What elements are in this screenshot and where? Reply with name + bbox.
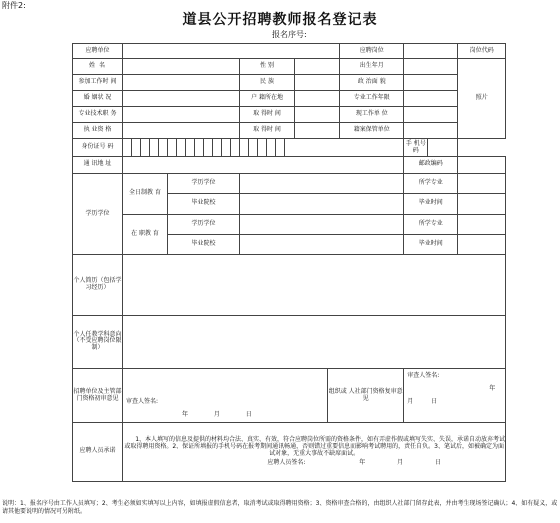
- annex-label: 附件2:: [2, 1, 26, 10]
- birth-label: 出生年月: [340, 59, 404, 75]
- id-digit-cell[interactable]: [186, 139, 195, 156]
- address-field[interactable]: [123, 156, 404, 173]
- post-code-label: 岗位代码: [458, 44, 506, 59]
- id-digit-cell[interactable]: [222, 139, 231, 156]
- years-field[interactable]: [404, 91, 458, 107]
- review-field[interactable]: [123, 369, 328, 423]
- mobile-label: 手 机号 码: [404, 139, 428, 156]
- tech-title-label: 专业技术职 务: [73, 107, 123, 123]
- id-digit-cell[interactable]: [258, 139, 267, 156]
- resume-field[interactable]: [123, 255, 506, 315]
- address-label: 通 讯地 址: [73, 156, 123, 173]
- gender-field[interactable]: [295, 59, 340, 75]
- id-digit-cell[interactable]: [123, 139, 132, 156]
- id-digit-cell[interactable]: [240, 139, 249, 156]
- subject-intent-field[interactable]: [123, 315, 506, 369]
- review-year: 年: [182, 410, 189, 418]
- hukou-label: 户 籍所在地: [240, 91, 295, 107]
- mobile-field[interactable]: [428, 139, 458, 156]
- current-unit-field[interactable]: [404, 107, 458, 123]
- pledge-label: 应聘人员承诺: [73, 422, 123, 481]
- parttime-major-label: 所学专业: [404, 214, 458, 234]
- practice-cert-label: 执 业资 格: [73, 123, 123, 139]
- practice-cert-field[interactable]: [123, 123, 240, 139]
- pledge-block: [123, 422, 506, 481]
- dept-date: [407, 399, 505, 406]
- dept-review-field[interactable]: [404, 369, 506, 423]
- subject-intent-label: 个人任教学科意向（不受应聘岗位限制）: [73, 315, 123, 369]
- parttime-major-field[interactable]: [458, 214, 506, 234]
- form-title: 道县公开招聘教师报名登记表: [182, 12, 378, 28]
- parttime-label: 在 职教 育: [123, 214, 168, 255]
- hukou-field[interactable]: [295, 91, 340, 107]
- current-unit-label: 现工作单 位: [340, 107, 404, 123]
- photo-box[interactable]: 照片: [458, 59, 506, 139]
- birth-field[interactable]: [404, 59, 458, 75]
- fulltime-school-label: 毕业院校: [168, 194, 240, 214]
- id-digit-cell[interactable]: [141, 139, 150, 156]
- fulltime-degree-label: 学历学位: [168, 173, 240, 193]
- applicant-sign: 应聘人员签名:: [267, 458, 306, 466]
- fulltime-school-field[interactable]: [240, 194, 404, 214]
- parttime-school-field[interactable]: [240, 235, 404, 255]
- tech-title-field[interactable]: [123, 107, 240, 123]
- name-field[interactable]: [123, 59, 240, 75]
- political-field[interactable]: [404, 75, 458, 91]
- reviewer1-sign: 审查人签名:: [126, 398, 159, 406]
- dept-year: 年: [489, 385, 496, 393]
- id-digit-cell[interactable]: [276, 139, 285, 156]
- dept-review-label: 组织或 人社部门资格复审意 见: [328, 369, 404, 423]
- name-label: 姓 名: [73, 59, 123, 75]
- postcode-label: 邮政编码: [404, 156, 458, 173]
- fulltime-degree-field[interactable]: [240, 173, 404, 193]
- id-digit-cell[interactable]: [177, 139, 186, 156]
- reviewer2-sign: 审查人签名:: [407, 372, 440, 380]
- parttime-grad-label: 毕业时间: [404, 235, 458, 255]
- edu-label: 学历学位: [73, 173, 123, 255]
- id-digit-cell[interactable]: [249, 139, 258, 156]
- nation-label: 民 族: [240, 75, 295, 91]
- pledge-sign-row: [123, 460, 505, 467]
- apply-unit-field[interactable]: [123, 44, 340, 59]
- license-unit-field[interactable]: [404, 123, 458, 139]
- fulltime-label: 全日制教 育: [123, 173, 168, 214]
- parttime-grad-field[interactable]: [458, 235, 506, 255]
- obtain-time-field[interactable]: [295, 107, 340, 123]
- parttime-school-label: 毕业院校: [168, 235, 240, 255]
- marital-label: 婚 姻状 况: [73, 91, 123, 107]
- license-unit-label: 籍案保管单位: [340, 123, 404, 139]
- apply-unit-label: 应聘单位: [73, 44, 123, 59]
- fulltime-grad-field[interactable]: [458, 194, 506, 214]
- review-month: 月: [213, 410, 220, 418]
- id-digit-cell[interactable]: [213, 139, 222, 156]
- gender-label: 性 别: [240, 59, 295, 75]
- dept-month: 月: [407, 397, 414, 405]
- fulltime-major-field[interactable]: [458, 173, 506, 193]
- review-date: [126, 412, 327, 419]
- id-no-label: 身份证号 码: [73, 139, 123, 156]
- id-digit-cell[interactable]: [267, 139, 276, 156]
- fulltime-major-label: 所学专业: [404, 173, 458, 193]
- apply-post-field[interactable]: [404, 44, 458, 59]
- obtain-time-label: 取 得时 间: [240, 107, 295, 123]
- review-day: 日: [245, 410, 252, 418]
- id-digit-cell[interactable]: [150, 139, 159, 156]
- reg-no-label: 报名序号:: [272, 30, 307, 39]
- id-digit-cell[interactable]: [195, 139, 204, 156]
- political-label: 政 治面 貌: [340, 75, 404, 91]
- review-label: 招聘单位及主管部门资格初审意见: [73, 369, 123, 423]
- nation-field[interactable]: [295, 75, 340, 91]
- id-digit-cell[interactable]: [159, 139, 168, 156]
- id-digit-cell[interactable]: [204, 139, 213, 156]
- apply-post-label: 应聘岗位: [340, 44, 404, 59]
- registration-form: [72, 43, 506, 482]
- obtain-time2-field[interactable]: [295, 123, 340, 139]
- pledge-month: 月: [397, 458, 404, 466]
- id-digit-cell[interactable]: [168, 139, 177, 156]
- id-digit-cell[interactable]: [231, 139, 240, 156]
- work-time-label: 参加工作时 间: [73, 75, 123, 91]
- postcode-field[interactable]: [458, 156, 506, 173]
- parttime-degree-field[interactable]: [240, 214, 404, 234]
- pledge-text: 1、本人填写的信息及提供的材料均合法、真实、有效，符合应聘岗位所需的资格条件，如有弄虚作假或填写失实、失误，承诺自动放弃考试或取得聘用资格。2、保证所填报的手机号码在报考期间通讯畅通，否则错过重要信息而影响考试聘用的，责任自负。3、笔试后，如被确定为面试对象，无重大事故不缺席面试。: [124, 436, 506, 457]
- obtain-time2-label: 取 得时 间: [240, 123, 295, 139]
- footnote: 说明：1、报名序号由工作人员填写；2、考生必须如实填写以上内容，如填报虚假信息者，取消考试或取得聘用资格；3、资格审查合格的，由组织人社部门留存此表，并由考生现场签记确认；4、如有疑义，或请其他要说明的情况可另附纸。: [2, 500, 558, 516]
- pledge-year: 年: [359, 458, 366, 466]
- marital-field[interactable]: [123, 91, 240, 107]
- resume-label: 个人简历（包括学习经历）: [73, 255, 123, 315]
- id-spacer: [285, 139, 404, 156]
- pledge-day: 日: [434, 458, 441, 466]
- dept-day: 日: [431, 397, 438, 405]
- fulltime-grad-label: 毕业时间: [404, 194, 458, 214]
- years-label: 专业工作年限: [340, 91, 404, 107]
- work-time-field[interactable]: [123, 75, 240, 91]
- id-digit-cell[interactable]: [132, 139, 141, 156]
- parttime-degree-label: 学历学位: [168, 214, 240, 234]
